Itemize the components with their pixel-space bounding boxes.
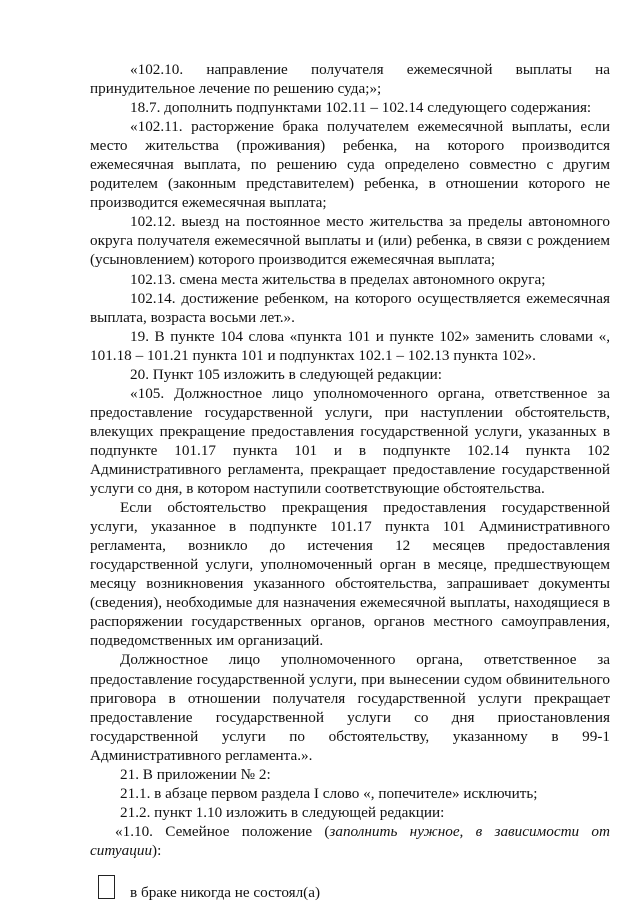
italic-note: заполнить нужное, в зависимости от ситуации [90, 822, 610, 859]
paragraph-p13 [90, 784, 610, 803]
paragraph-p7 [90, 327, 610, 365]
paragraph-text: Если обстоятельство прекращения предоставления государственной услуги, указанное в подпункте 101.17 пункта 101 Административного регламента, возникло до истечения 12 месяцев предоставления государственной услуги, уполномоченный орган в месяце, предшествующем месяцу возникновения указанного обстоятельства, запрашивает документы (сведения), необходимые для назначения ежемесячной выплаты, находящиеся в распоряжении государственных органов, органов местного самоуправления, подведомственных им организаций. [90, 499, 610, 650]
paragraph-text: 21.1. в абзаце первом раздела I слово «, попечителе» исключить; [120, 784, 538, 802]
paragraph-p11 [90, 650, 610, 764]
paragraph-text: Должностное лицо уполномоченного органа, ответственное за предоставление государственной услуги, при вынесении судом обвинительного приговора в отношении получателя государственной услуги прекращает предоставление государственной услуги со дня приостановления государственной услуги по обстоятельству, указанному в 99-1 Административного регламента.». [90, 651, 610, 764]
paragraph-text: «102.10. направление получателя ежемесячной выплаты на принудительное лечение по решению суда;»; [90, 61, 610, 98]
paragraph-text: 21. В приложении № 2: [120, 765, 271, 783]
paragraph-p9 [90, 384, 610, 498]
paragraph-p4 [90, 212, 610, 269]
paragraph-p8 [90, 365, 610, 384]
checkbox-label: в браке никогда не состоял(а) [130, 883, 321, 901]
paragraph-text: «1.10. Семейное положение ( [115, 822, 330, 840]
paragraph-p12 [90, 765, 610, 784]
paragraph-text: 18.7. дополнить подпунктами 102.11 – 102.14 следующего содержания: [130, 99, 592, 117]
paragraph-p2 [90, 98, 610, 117]
paragraph-p5 [90, 270, 610, 289]
paragraph-p15 [90, 822, 610, 860]
paragraph-text: «105. Должностное лицо уполномоченного органа, ответственное за предоставление государственной услуги, при наступлении обстоятельств, влекущих прекращение предоставления государственной услуги, указанных в подпункте 101.17 пункта 101 и в подпункте 102.14 пункта 102 Административного регламента, прекращает предоставление государственной услуги со дня, в котором наступили соответствующие обстоятельства. [90, 384, 610, 498]
checkbox-box[interactable] [98, 875, 115, 899]
paragraph-p3 [90, 117, 610, 212]
paragraph-text: 102.12. выезд на постоянное место жительства за пределы автономного округа получателя ежемесячной выплаты и (или) ребенка, в связи с рождением (усыновлением) которого производится ежемесячная выплата; [90, 213, 610, 269]
paragraph-text: 19. В пункте 104 слова «пункта 101 и пункте 102» заменить словами «, 101.18 – 101.21 пункта 101 и подпунктах 102.1 – 102.13 пункта 102». [90, 327, 610, 364]
paragraph-p6 [90, 289, 610, 327]
paragraph-text: ): [152, 841, 162, 859]
paragraph-p10 [90, 498, 610, 650]
paragraph-text: 102.13. смена места жительства в пределах автономного округа; [130, 270, 546, 288]
document-body [90, 60, 610, 860]
paragraph-text: 21.2. пункт 1.10 изложить в следующей редакции: [120, 803, 445, 821]
paragraph-text: 20. Пункт 105 изложить в следующей редакции: [130, 365, 443, 383]
paragraph-text: 102.14. достижение ребенком, на которого осуществляется ежемесячная выплата, возраста восьми лет.». [90, 289, 610, 326]
paragraph-p1 [90, 60, 610, 98]
paragraph-text: «102.11. расторжение брака получателем ежемесячной выплаты, если место жительства (проживания) ребенка, на которого производится ежемесячная выплата, по решению суда определено совместно с другим родителем (законным представителем) ребенка, в отношении которого не производится ежемесячная выплата; [90, 118, 610, 212]
checkbox-row [90, 875, 610, 905]
paragraph-p14 [90, 803, 610, 822]
